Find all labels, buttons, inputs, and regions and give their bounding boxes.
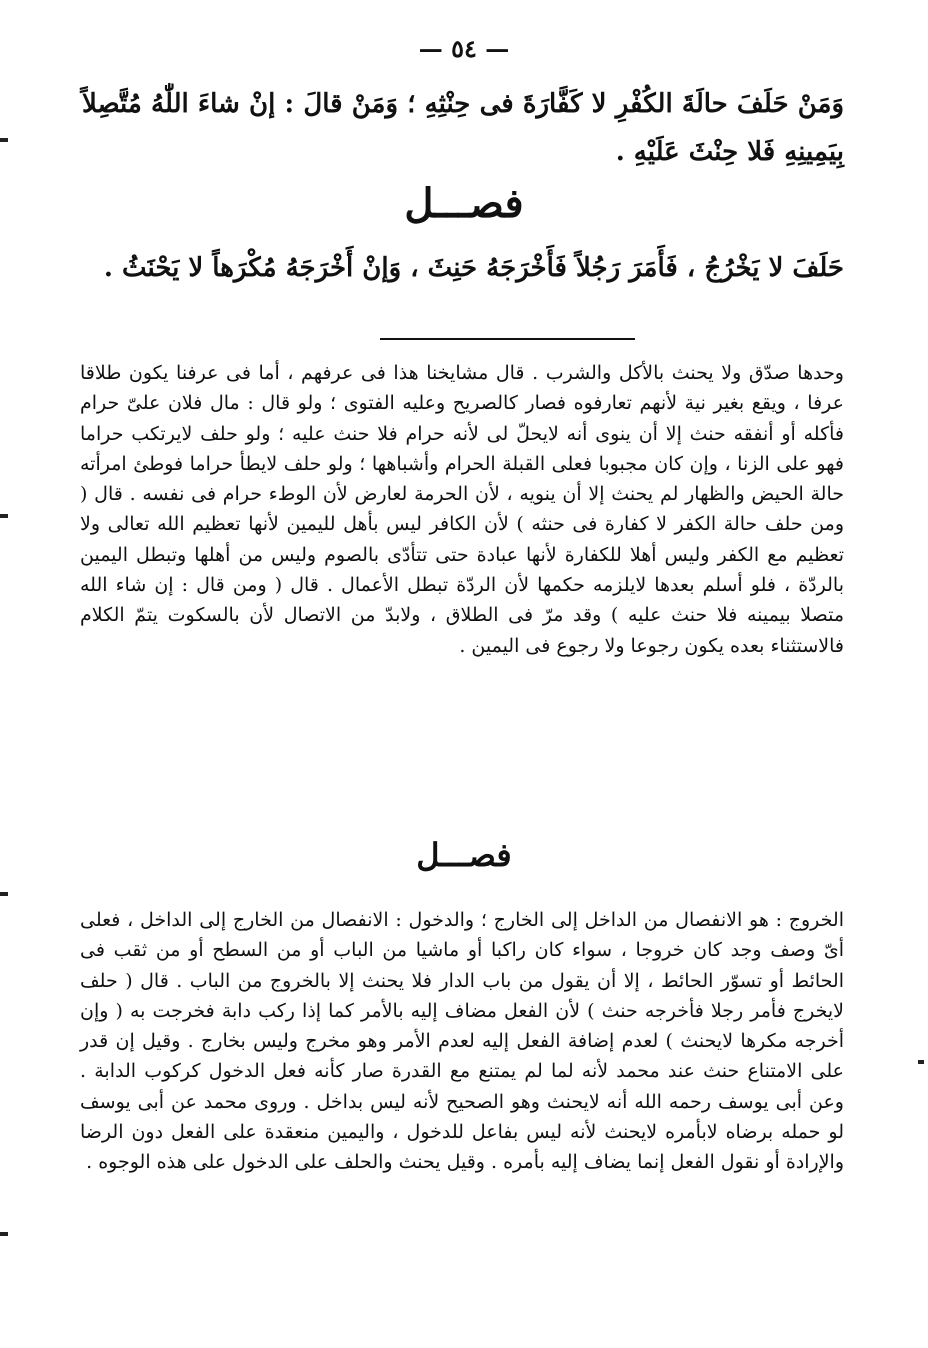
section-heading-fasl-2: فصـــل xyxy=(416,836,512,874)
commentary-paragraph-1: وحدها صدّق ولا يحنث بالأكل والشرب . قال مشايخنا هذا فى عرفهم ، أما فى عرفنا يكون طلاقا عرفا ، ويقع بغير نية لأنهم تعارفوه فصار كالصريح وعليه الفتوى ؛ ولو قال : مال فلان علىّ حرام فأكله أو أنفقه حنث إلا أن ينوى أنه لايحلّ لى لأنه حرام فلا حنث عليه ؛ ولو حلف لايرتكب حراما فهو على الزنا ، وإن كان مجبوبا فعلى القبلة الحرام وأشباهها ؛ ولو حلف لايطأ حراما فوطئ امرأته حالة الحيض والظهار لم يحنث إلا أن ينويه ، لأن الحرمة لعارض لأن الوطء حرام فى نفسه . قال ( ومن حلف حالة الكفر لا كفارة فى حنثه ) لأن الكافر ليس بأهل لليمين لأنها تعظيم الله تعالى ولا تعظيم مع الكفر وليس أهلا للكفارة لأنها عبادة حتى تتأدّى بالصوم وليس من أهلها وتبطل اليمين بالردّة ، فلو أسلم بعدها لايلزمه حكمها لأن الردّة تبطل الأعمال . قال ( ومن قال : إن شاء الله متصلا بيمينه فلا حنث عليه ) وقد مرّ فى الطلاق ، ولابدّ من الاتصال لأن بالسكوت يتمّ الكلام فالاستثناء بعده يكون رجوعا ولا رجوع فى اليمين . xyxy=(80,362,844,657)
page-number: — ٥٤ — xyxy=(418,34,510,63)
commentary-paragraph-2: الخروج : هو الانفصال من الداخل إلى الخارج ؛ والدخول : الانفصال من الخارج إلى الداخل ، فعلى أىّ وصف وجد كان خروجا ، سواء كان راكبا أو ماشيا من الباب أو من السطح أو من ثقب فى الحائط أو تسوّر الحائط ، إلا أن يقول من باب الدار فلا يحنث إلا بالخروج من الباب . قال ( حلف لايخرج فأمر رجلا فأخرجه حنث ) لأن الفعل مضاف إليه بالأمر كما إذا ركب دابة فخرجت به ( وإن أخرجه مكرها لايحنث ) لعدم إضافة الفعل إليه لعدم الأمر وهو مخرج وليس بخارج . وقيل إن قدر على الامتناع حنث عند محمد لأنه لما لم يمتنع مع القدرة صار كأنه فعل الدخول كركوب الدابة . وعن أبى يوسف رحمه الله أنه لايحنث وهو الصحيح لأنه ليس بداخل . وروى محمد عن أبى يوسف لو حمله برضاه لابأمره لايحنث لأنه ليس بفاعل للدخول ، واليمين منعقدة على الفعل دون الرضا والإرادة أو نقول الفعل إنما يضاف إليه بأمره . وقيل يحنث والحلف على الدخول على هذه الوجوه . xyxy=(80,909,844,1174)
matn-paragraph-2: حَلَفَ لا يَخْرُجُ ، فَأَمَرَ رَجُلاً فَأَخْرَجَهُ حَنِثَ ، وَإنْ أَخْرَجَهُ مُكْرَهاً لا يَحْنَثُ . xyxy=(103,253,844,283)
margin-mark xyxy=(0,514,8,518)
section-separator xyxy=(380,338,635,340)
margin-mark xyxy=(0,138,8,142)
section-heading-fasl-1: فصـــل xyxy=(404,180,524,227)
margin-mark xyxy=(0,1232,8,1236)
margin-mark xyxy=(0,892,8,896)
margin-mark xyxy=(918,1060,924,1064)
matn-paragraph-1: وَمَنْ حَلَفَ حالَةَ الكُفْرِ لا كَفَّارَةَ فى حِنْثِهِ ؛ وَمَنْ قالَ : إنْ شاءَ اللّٰهُ مُتَّصِلاً بِيَمِينِهِ فَلا حِنْثَ عَلَيْهِ . xyxy=(82,89,844,167)
